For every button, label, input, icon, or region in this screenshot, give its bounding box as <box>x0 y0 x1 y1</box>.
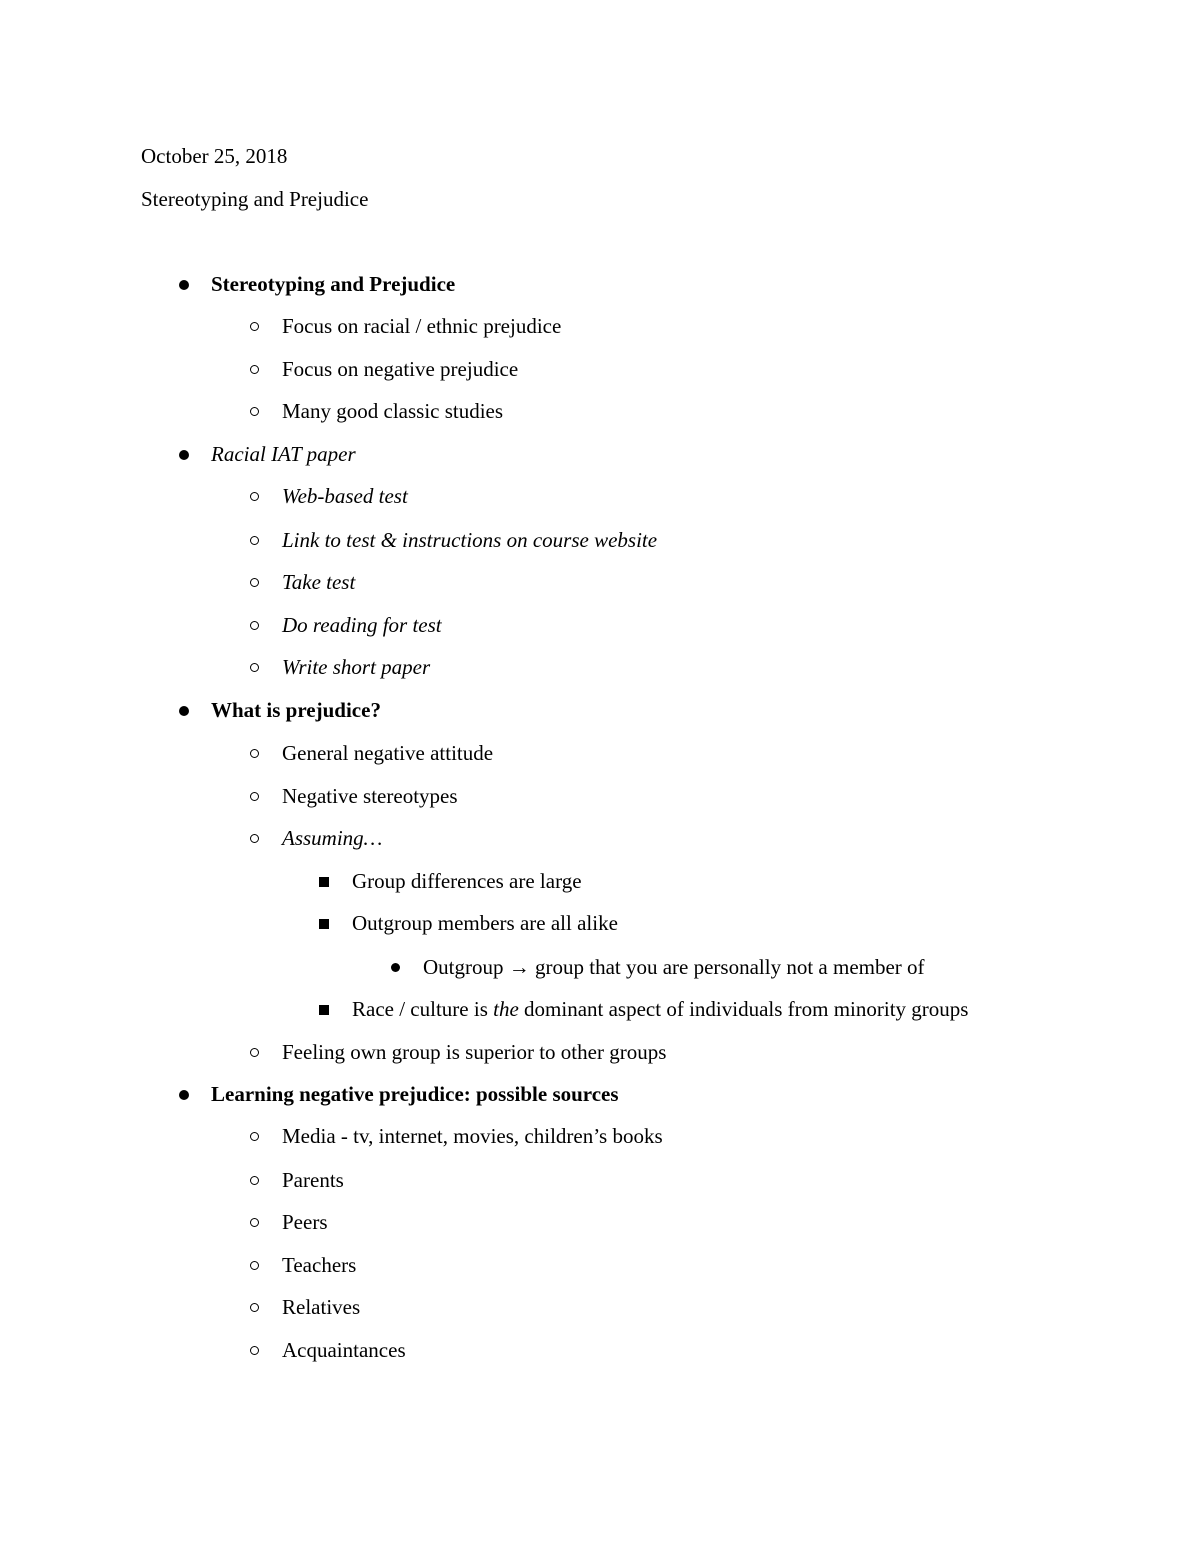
bullet-circle-icon <box>250 739 259 758</box>
bullet-disc-icon <box>179 270 189 290</box>
outline-item-text: Negative stereotypes <box>282 784 458 808</box>
outline-item-text: Feeling own group is superior to other groups <box>282 1040 667 1064</box>
bullet-circle-icon <box>250 1038 259 1057</box>
bullet-circle-icon <box>250 1166 259 1185</box>
outline-item-text: Focus on negative prejudice <box>282 357 519 381</box>
section-heading: What is prejudice? <box>211 698 381 722</box>
bullet-circle-icon <box>250 1251 259 1270</box>
outline-item-text: Do reading for test <box>282 613 442 637</box>
section-heading: Learning negative prejudice: possible sources <box>211 1082 619 1106</box>
bullet-circle-icon <box>250 1336 259 1355</box>
bullet-circle-icon <box>250 1122 259 1141</box>
race-text-emphasis: the <box>493 997 519 1021</box>
bullet-circle-icon <box>250 782 259 801</box>
outline-item-text: Teachers <box>282 1253 357 1277</box>
outline-item-text: Outgroup → group that you are personally not a member of <box>423 955 925 979</box>
date-text: October 25, 2018 <box>141 144 288 168</box>
bullet-circle-icon <box>250 611 259 630</box>
race-text-post: dominant aspect of individuals from minority groups <box>518 997 969 1021</box>
bullet-circle-icon <box>250 1293 259 1312</box>
bullet-disc-icon <box>391 953 400 972</box>
outline-item-text: Acquaintances <box>282 1338 406 1362</box>
section-heading: Stereotyping and Prejudice <box>211 272 456 296</box>
outline-item-text: Group differences are large <box>352 869 582 893</box>
outline-item-text: Assuming… <box>282 826 383 850</box>
outline-item-text: Web-based test <box>282 484 408 508</box>
outline-item-text: Write short paper <box>282 655 431 679</box>
outline-item-text: Link to test & instructions on course website <box>282 528 658 552</box>
bullet-disc-icon <box>179 696 189 716</box>
outline-item-text: Media - tv, internet, movies, children’s books <box>282 1124 663 1148</box>
subtitle-text: Stereotyping and Prejudice <box>141 187 369 211</box>
bullet-circle-icon <box>250 312 259 331</box>
bullet-square-icon <box>319 867 329 887</box>
outline-item-text: Focus on racial / ethnic prejudice <box>282 314 562 338</box>
outline-item-text: Outgroup members are all alike <box>352 911 618 935</box>
bullet-circle-icon <box>250 1208 259 1227</box>
bullet-circle-icon <box>250 526 259 545</box>
bullet-disc-icon <box>179 440 189 460</box>
bullet-circle-icon <box>250 824 259 843</box>
outline-item-text: Relatives <box>282 1295 361 1319</box>
outline-item-text: Take test <box>282 570 356 594</box>
race-text-pre: Race / culture is <box>352 997 494 1021</box>
outline-item-text: Parents <box>282 1168 344 1192</box>
bullet-circle-icon <box>250 397 259 416</box>
outline-item-text: Many good classic studies <box>282 399 504 423</box>
outline-item-text: General negative attitude <box>282 741 494 765</box>
outline-item-text <box>352 995 968 1023</box>
bullet-square-icon <box>319 909 329 929</box>
bullet-square-icon <box>319 995 329 1015</box>
outline-item-text: Peers <box>282 1210 328 1234</box>
bullet-circle-icon <box>250 653 259 672</box>
bullet-circle-icon <box>250 482 259 501</box>
bullet-circle-icon <box>250 355 259 374</box>
section-heading: Racial IAT paper <box>211 442 356 466</box>
bullet-circle-icon <box>250 568 259 587</box>
bullet-disc-icon <box>179 1080 189 1100</box>
